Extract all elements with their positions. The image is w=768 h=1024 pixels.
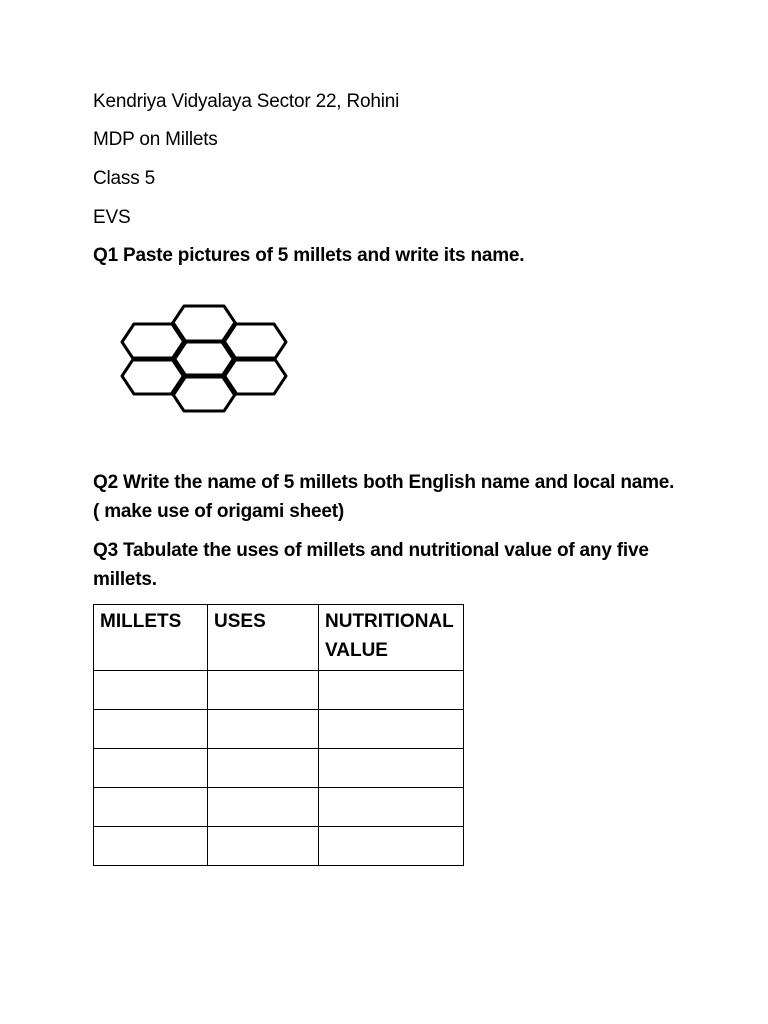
honeycomb-svg [118, 302, 293, 414]
table-cell[interactable] [208, 671, 319, 710]
table-header-row [94, 605, 464, 671]
table-cell[interactable] [319, 788, 464, 827]
table-row [94, 827, 464, 866]
table-cell[interactable] [94, 749, 208, 788]
table-cell[interactable] [319, 671, 464, 710]
column-header-millets: MILLETS [94, 605, 208, 671]
table-cell[interactable] [208, 749, 319, 788]
column-header-nutritional-value: NUTRITIONAL VALUE [319, 605, 464, 671]
question-3: Q3 Tabulate the uses of millets and nutritional value of any five millets. [93, 540, 649, 590]
table-cell[interactable] [319, 749, 464, 788]
table-row [94, 788, 464, 827]
question-2: Q2 Write the name of 5 millets both English name and local name. ( make use of origami sheet) [93, 472, 675, 522]
hexagon-bottom [172, 375, 236, 411]
question-1: Q1 Paste pictures of 5 millets and write its name. [93, 245, 525, 266]
table-cell[interactable] [94, 827, 208, 866]
table-cell[interactable] [94, 710, 208, 749]
millets-table [93, 604, 464, 866]
table-row [94, 671, 464, 710]
program-title: MDP on Millets [93, 129, 218, 150]
school-name: Kendriya Vidyalaya Sector 22, Rohini [93, 91, 400, 112]
table-row [94, 710, 464, 749]
table-cell[interactable] [208, 710, 319, 749]
table-cell[interactable] [208, 827, 319, 866]
table-cell[interactable] [319, 827, 464, 866]
table-cell[interactable] [208, 788, 319, 827]
table-cell[interactable] [94, 671, 208, 710]
table-row [94, 749, 464, 788]
subject-label: EVS [93, 207, 131, 228]
class-label: Class 5 [93, 168, 155, 189]
table-cell[interactable] [319, 710, 464, 749]
table-cell[interactable] [94, 788, 208, 827]
honeycomb-figure [118, 302, 293, 419]
column-header-uses: USES [208, 605, 319, 671]
